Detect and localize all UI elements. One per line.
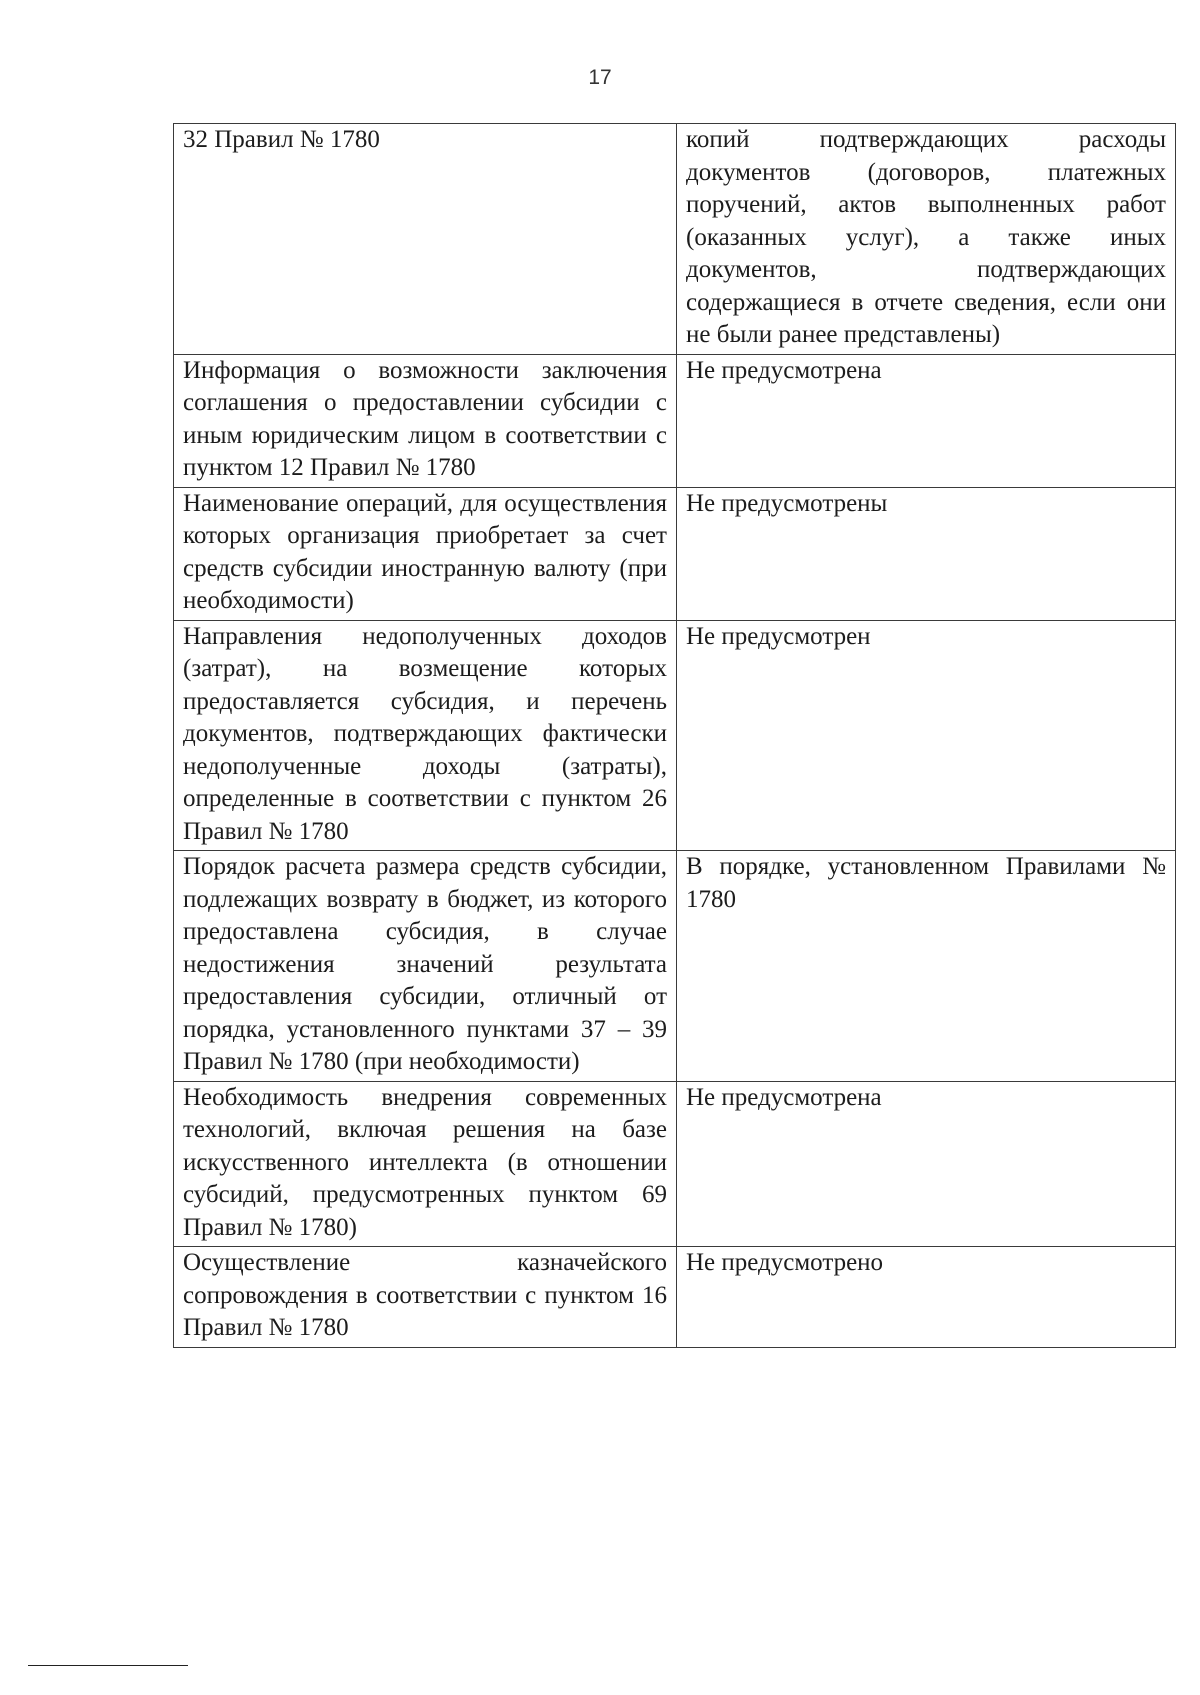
table-cell-parameter: Наименование операций, для осуществления которых организация приобретает за счет средств субсидии иностранную валюту (при необходимости) bbox=[174, 487, 677, 620]
table-cell-value: копий подтверждающих расходы документов (договоров, платежных поручений, актов выполненных работ (оказанных услуг), а также иных документов, подтверждающих содержащиеся в отчете сведения, если они не были ранее представлены) bbox=[677, 124, 1176, 355]
table-cell-parameter: Информация о возможности заключения соглашения о предоставлении субсидии с иным юридическим лицом в соответствии с пунктом 12 Правил № 1780 bbox=[174, 354, 677, 487]
table-cell-parameter: Осуществление казначейского сопровождения в соответствии с пунктом 16 Правил № 1780 bbox=[174, 1247, 677, 1348]
table-row bbox=[174, 851, 1176, 1082]
table-row bbox=[174, 487, 1176, 620]
table-row bbox=[174, 620, 1176, 851]
table-cell-value: Не предусмотрен bbox=[677, 620, 1176, 851]
table-cell-parameter: Необходимость внедрения современных технологий, включая решения на базе искусственного интеллекта (в отношении субсидий, предусмотренных пунктом 69 Правил № 1780) bbox=[174, 1081, 677, 1247]
table-cell-value: Не предусмотрена bbox=[677, 354, 1176, 487]
table-row bbox=[174, 1247, 1176, 1348]
table-row bbox=[174, 1081, 1176, 1247]
table-row bbox=[174, 124, 1176, 355]
footnote-separator bbox=[28, 1665, 188, 1666]
conditions-table bbox=[173, 123, 1176, 1348]
table-cell-parameter: Порядок расчета размера средств субсидии, подлежащих возврату в бюджет, из которого предоставлена субсидия, в случае недостижения значений результата предоставления субсидии, отличный от порядка, установленного пунктами 37 – 39 Правил № 1780 (при необходимости) bbox=[174, 851, 677, 1082]
table-cell-parameter: Направления недополученных доходов (затрат), на возмещение которых предоставляется субсидия, и перечень документов, подтверждающих фактически недополученные доходы (затраты), определенные в соответствии с пунктом 26 Правил № 1780 bbox=[174, 620, 677, 851]
table-cell-parameter: 32 Правил № 1780 bbox=[174, 124, 677, 355]
table-row bbox=[174, 354, 1176, 487]
table-cell-value: Не предусмотрены bbox=[677, 487, 1176, 620]
table-cell-value: Не предусмотрено bbox=[677, 1247, 1176, 1348]
table-cell-value: Не предусмотрена bbox=[677, 1081, 1176, 1247]
table-cell-value: В порядке, установленном Правилами № 1780 bbox=[677, 851, 1176, 1082]
page-number: 17 bbox=[588, 66, 612, 89]
